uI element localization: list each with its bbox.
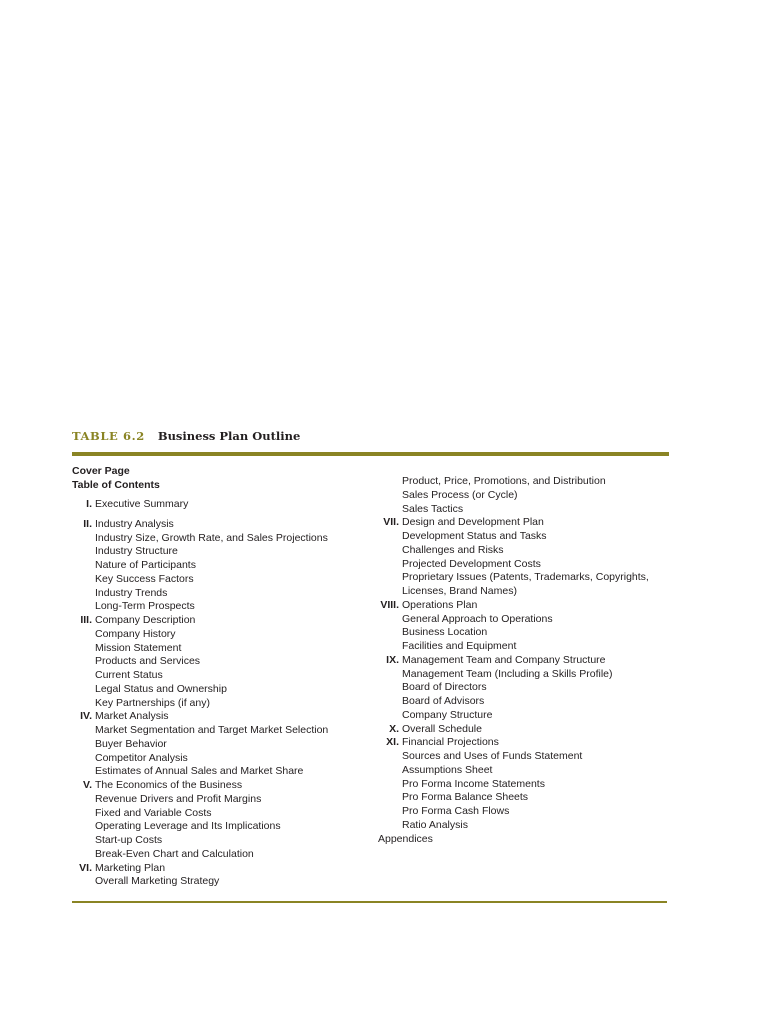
- subsection-item: Company History: [95, 627, 176, 640]
- subsection-item-continued: Licenses, Brand Names): [402, 585, 517, 597]
- subsection-item: Board of Advisors: [402, 695, 485, 707]
- subsection-item: Proprietary Issues (Patents, Trademarks, Copyrights,: [402, 571, 649, 584]
- subsection-item: Ratio Analysis: [402, 818, 468, 831]
- section-title: Market Analysis: [95, 710, 169, 723]
- business-plan-table: [72, 429, 669, 888]
- section-title: Executive Summary: [95, 498, 189, 510]
- subsection-item: Key Success Factors: [95, 572, 194, 585]
- right-column: [378, 475, 668, 846]
- subsection-item: Pro Forma Income Statements: [402, 777, 545, 790]
- subsection-item: Industry Structure: [95, 545, 178, 558]
- subsection-item: Facilities and Equipment: [402, 640, 517, 652]
- subsection-item: Overall Marketing Strategy: [95, 875, 220, 888]
- top-rule: [72, 452, 669, 456]
- section-row: [378, 654, 668, 668]
- section-number: II.: [83, 517, 92, 530]
- section-title: Operations Plan: [402, 598, 478, 611]
- subsection-item: Operating Leverage and Its Implications: [95, 820, 281, 833]
- subsection-item: Legal Status and Ownership: [95, 682, 227, 695]
- subsection-item: Nature of Participants: [95, 559, 196, 571]
- subsection-item: Competitor Analysis: [95, 751, 188, 764]
- section-title: Financial Projections: [402, 736, 499, 749]
- section-title: Design and Development Plan: [402, 516, 544, 529]
- subsection-item: Challenges and Risks: [402, 543, 504, 556]
- section-number: IX.: [386, 653, 399, 666]
- subsection-item: Buyer Behavior: [95, 737, 167, 750]
- subsection-item: Management Team (Including a Skills Profile): [402, 667, 613, 680]
- subsection-item: Assumptions Sheet: [402, 763, 493, 776]
- subsection-item: Pro Forma Balance Sheets: [402, 791, 529, 804]
- subsection-item: Products and Services: [95, 655, 201, 668]
- subsection-item: General Approach to Operations: [402, 612, 553, 625]
- subsection-item: Product, Price, Promotions, and Distribution: [402, 475, 606, 487]
- subsection-item: Development Status and Tasks: [402, 530, 547, 542]
- appendices: Appendices: [378, 832, 433, 845]
- section-number: IV.: [80, 710, 92, 723]
- section-row: [72, 862, 372, 876]
- section-row: [72, 518, 372, 532]
- section-number: I.: [86, 498, 92, 510]
- subsection-item: Sources and Uses of Funds Statement: [402, 750, 583, 762]
- subsection-item: Business Location: [402, 626, 488, 639]
- section-number: X.: [389, 722, 399, 735]
- section-row: [378, 599, 668, 613]
- table-title: Business Plan Outline: [157, 429, 301, 443]
- subsection-item: Sales Tactics: [402, 502, 464, 515]
- left-column: [72, 498, 372, 889]
- section-row: [72, 779, 372, 793]
- subsection-item: Company Structure: [402, 708, 493, 721]
- bottom-rule: [72, 901, 667, 903]
- section-title: The Economics of the Business: [95, 779, 243, 791]
- subsection-item: Key Partnerships (if any): [95, 696, 210, 709]
- table-caption: [72, 429, 669, 449]
- section-title: Industry Analysis: [95, 517, 174, 530]
- front-matter-item: Table of Contents: [72, 479, 160, 491]
- section-title: Management Team and Company Structure: [402, 653, 606, 666]
- subsection-item: Mission Statement: [95, 641, 182, 654]
- subsection-item: Board of Directors: [402, 681, 487, 694]
- section-title: Overall Schedule: [402, 722, 482, 735]
- section-number: VI.: [79, 861, 92, 874]
- table-number: TABLE 6.2: [72, 429, 145, 443]
- subsection-item: Projected Development Costs: [402, 557, 541, 570]
- subsection-item: Market Segmentation and Target Market Selection: [95, 724, 329, 736]
- front-matter-item: Cover Page: [72, 465, 130, 477]
- section-number: III.: [80, 614, 92, 626]
- subsection-item: Fixed and Variable Costs: [95, 806, 212, 819]
- section-number: V.: [83, 779, 92, 791]
- subsection-item: Start-up Costs: [95, 834, 163, 846]
- section-number: VII.: [383, 516, 399, 529]
- subsection-item: Long-Term Prospects: [95, 600, 195, 613]
- section-row: [378, 736, 668, 750]
- subsection-item: Current Status: [95, 669, 163, 681]
- section-row: [378, 516, 668, 530]
- subsection-item: Break-Even Chart and Calculation: [95, 847, 254, 860]
- section-number: VIII.: [380, 598, 399, 611]
- subsection-item: Pro Forma Cash Flows: [402, 805, 510, 817]
- subsection-item: Sales Process (or Cycle): [402, 488, 518, 501]
- section-title: Company Description: [95, 614, 196, 626]
- section-row: [72, 710, 372, 724]
- subsection-item: Estimates of Annual Sales and Market Share: [95, 765, 304, 778]
- subsection-item: Industry Size, Growth Rate, and Sales Projections: [95, 531, 328, 544]
- section-title: Marketing Plan: [95, 861, 166, 874]
- section-row: [72, 498, 372, 512]
- section-row: [72, 614, 372, 628]
- subsection-item: Industry Trends: [95, 586, 168, 599]
- subsection-item: Revenue Drivers and Profit Margins: [95, 792, 262, 805]
- section-number: XI.: [386, 736, 399, 749]
- section-row: [378, 723, 668, 737]
